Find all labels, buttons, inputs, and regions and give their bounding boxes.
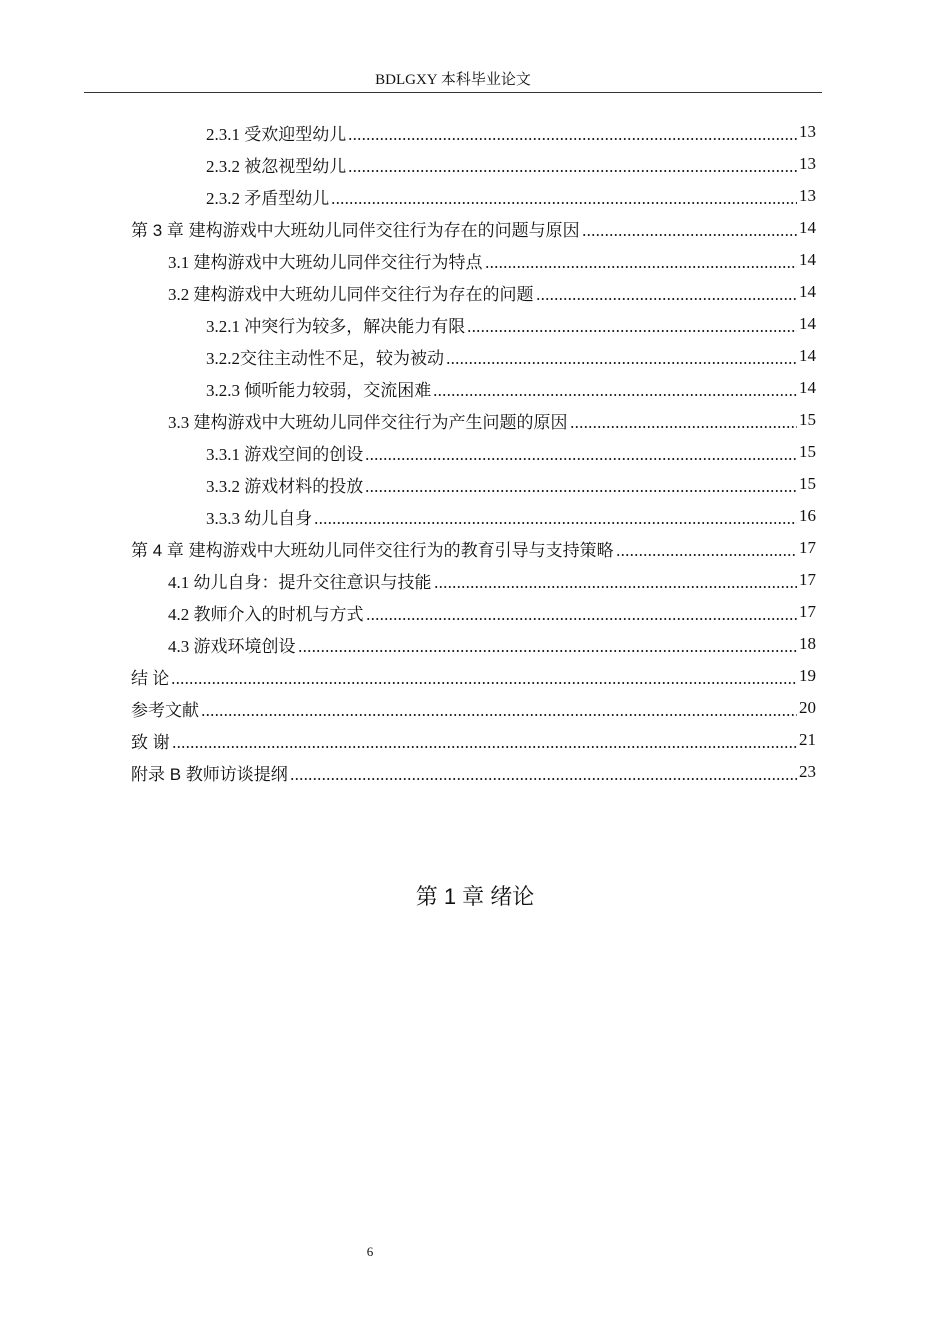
toc-entry-title: 3.2.1 冲突行为较多，解决能力有限 (206, 316, 466, 336)
toc-dot-leader (570, 411, 798, 429)
toc-dot-leader (201, 699, 797, 717)
toc-dot-leader (536, 283, 798, 301)
toc-entry-title: 致 谢 (131, 732, 170, 752)
toc-entry-title: 3.2.2交往主动性不足，较为被动 (206, 348, 444, 368)
toc-entry-page: 20 (799, 698, 816, 717)
toc-dot-leader (365, 475, 797, 493)
toc-entry[interactable] (206, 340, 816, 372)
page-header (84, 70, 822, 93)
toc-entry-page: 21 (799, 730, 816, 749)
toc-entry[interactable] (168, 628, 816, 660)
toc-entry[interactable] (168, 244, 816, 276)
toc-entry-page: 16 (799, 506, 816, 525)
toc-entry-title: 2.3.2 矛盾型幼儿 (206, 188, 330, 208)
toc-entry[interactable] (206, 116, 816, 148)
toc-entry-title: 第 3 章 建构游戏中大班幼儿同伴交往行为存在的问题与原因 (131, 220, 580, 240)
toc-dot-leader (172, 731, 797, 749)
toc-entry[interactable] (206, 468, 816, 500)
toc-entry-title: 3.3 建构游戏中大班幼儿同伴交往行为产生问题的原因 (168, 412, 568, 432)
toc-dot-leader (366, 603, 798, 621)
toc-entry-title: 4.3 游戏环境创设 (168, 636, 296, 656)
toc-entry-page: 13 (799, 154, 816, 173)
toc-entry[interactable] (131, 660, 816, 692)
toc-entry[interactable] (168, 564, 816, 596)
toc-entry[interactable] (168, 596, 816, 628)
toc-dot-leader (171, 667, 797, 685)
toc-entry[interactable] (206, 148, 816, 180)
toc-entry[interactable] (168, 276, 816, 308)
toc-entry-title: 结 论 (131, 668, 170, 688)
toc-entry-page: 14 (799, 282, 816, 301)
toc-dot-leader (467, 315, 797, 333)
toc-entry-page: 15 (799, 410, 816, 429)
toc-entry-page: 14 (799, 378, 816, 397)
toc-entry-page: 15 (799, 474, 816, 493)
chapter-heading: 第 1 章 绪论 (415, 884, 535, 909)
toc-entry-title: 3.1 建构游戏中大班幼儿同伴交往行为特点 (168, 252, 483, 272)
toc-entry-title: 附录 B 教师访谈提纲 (131, 764, 288, 784)
toc-dot-leader (314, 507, 797, 525)
toc-dot-leader (348, 123, 797, 141)
toc-entry[interactable] (131, 724, 816, 756)
header-title: BDLGXY 本科毕业论文 (375, 72, 531, 88)
toc-entry-page: 14 (799, 346, 816, 365)
toc-dot-leader (348, 155, 797, 173)
toc-entry[interactable] (206, 372, 816, 404)
toc-entry[interactable] (168, 404, 816, 436)
toc-entry[interactable] (131, 212, 816, 244)
toc-dot-leader (616, 539, 797, 557)
toc-entry-title: 3.2.3 倾听能力较弱，交流困难 (206, 380, 432, 400)
toc-entry-title: 4.1 幼儿自身：提升交往意识与技能 (168, 572, 432, 592)
toc-entry-page: 14 (799, 218, 816, 237)
toc-entry[interactable] (206, 308, 816, 340)
toc-entry-title: 3.3.2 游戏材料的投放 (206, 476, 364, 496)
toc-entry-page: 15 (799, 442, 816, 461)
toc-entry-page: 14 (799, 250, 816, 269)
toc-dot-leader (331, 187, 797, 205)
toc-entry-page: 13 (799, 122, 816, 141)
toc-dot-leader (365, 443, 797, 461)
toc-entry-page: 19 (799, 666, 816, 685)
toc-entry-page: 17 (799, 602, 816, 621)
toc-entry[interactable] (206, 180, 816, 212)
page-number: 6 (366, 1244, 374, 1259)
toc-dot-leader (290, 763, 797, 781)
toc-entry-title: 第 4 章 建构游戏中大班幼儿同伴交往行为的教育引导与支持策略 (131, 540, 614, 560)
toc-entry-title: 3.2 建构游戏中大班幼儿同伴交往行为存在的问题 (168, 284, 534, 304)
toc-dot-leader (582, 219, 797, 237)
toc-entry[interactable] (131, 532, 816, 564)
toc-dot-leader (485, 251, 798, 269)
toc-entry-title: 4.2 教师介入的时机与方式 (168, 604, 364, 624)
toc-entry-page: 17 (799, 570, 816, 589)
toc-entry-page: 17 (799, 538, 816, 557)
toc-entry[interactable] (206, 436, 816, 468)
toc-entry-page: 23 (799, 762, 816, 781)
toc-dot-leader (433, 379, 797, 397)
toc-entry-title: 3.3.3 幼儿自身 (206, 508, 313, 528)
toc-entry-page: 18 (799, 634, 816, 653)
toc-dot-leader (446, 347, 797, 365)
toc-dot-leader (434, 571, 798, 589)
toc-entry-title: 参考文献 (131, 700, 199, 720)
toc-entry-title: 3.3.1 游戏空间的创设 (206, 444, 364, 464)
toc-entry-page: 14 (799, 314, 816, 333)
toc-entry-title: 2.3.1 受欢迎型幼儿 (206, 124, 347, 144)
toc-entry-title: 2.3.2 被忽视型幼儿 (206, 156, 347, 176)
toc-entry[interactable] (131, 692, 816, 724)
toc-dot-leader (298, 635, 798, 653)
toc-entry[interactable] (206, 500, 816, 532)
toc-entry-page: 13 (799, 186, 816, 205)
toc-entry[interactable] (131, 756, 816, 788)
